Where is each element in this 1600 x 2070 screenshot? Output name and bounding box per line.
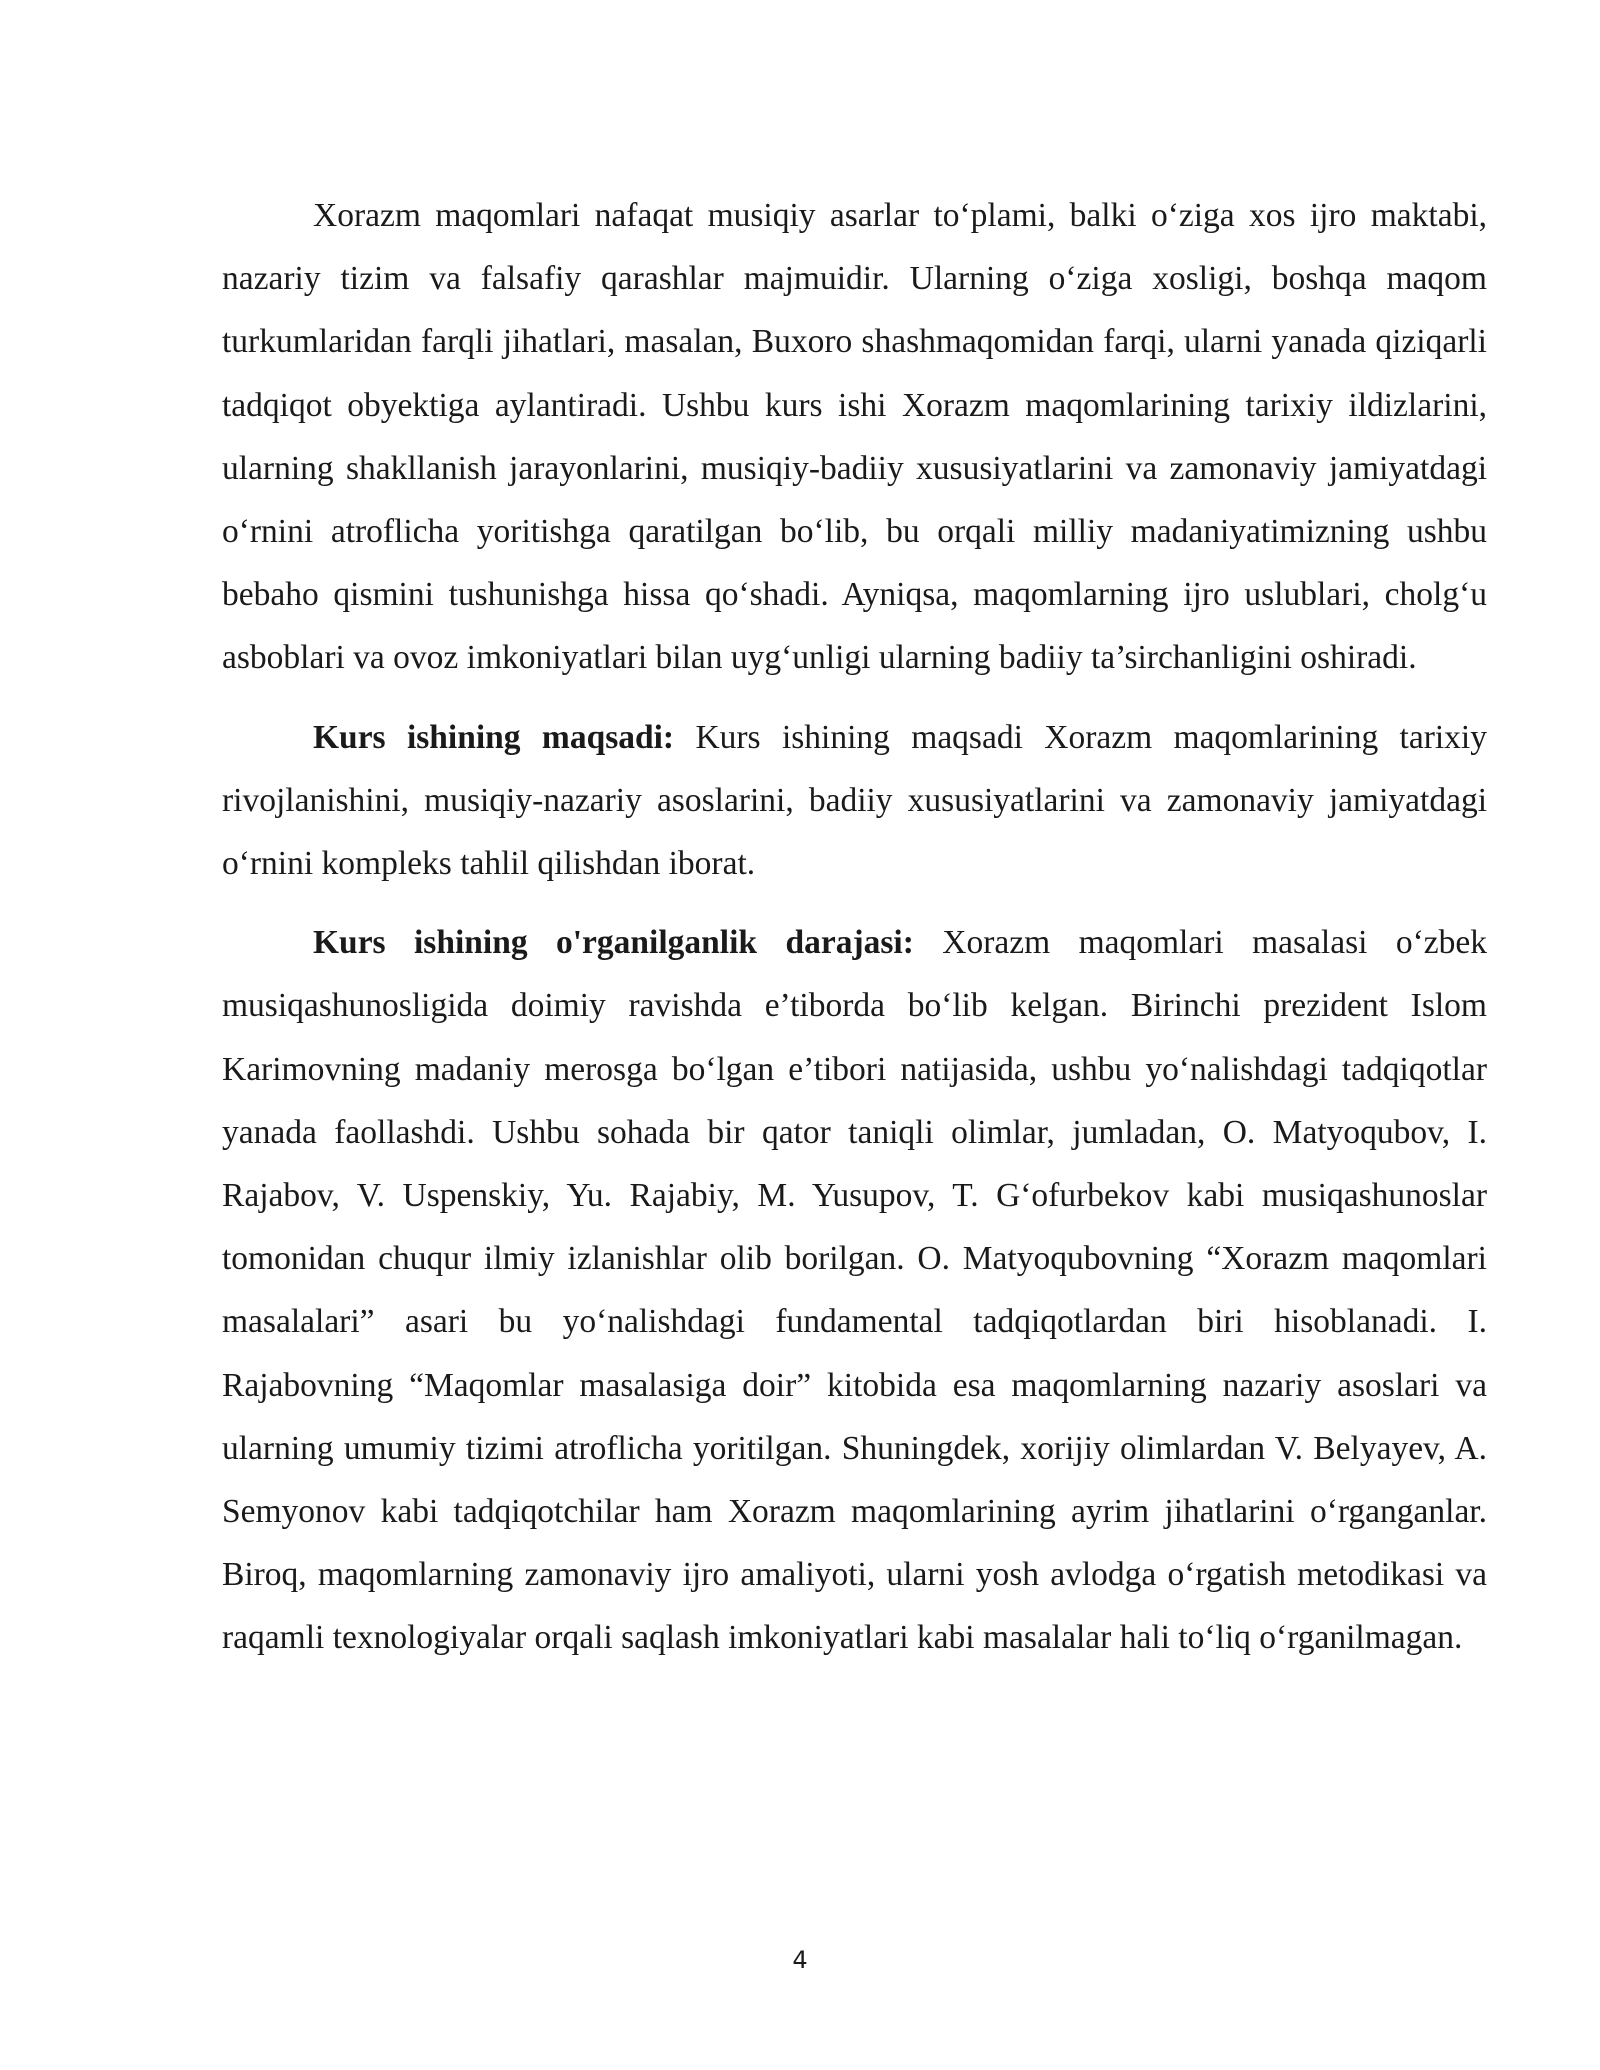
paragraph-goal: [222, 706, 1487, 896]
paragraph-text: Kurs ishining maqsadi Xorazm maqomlarining tarixiy rivojlanishini, musiqiy-nazariy asoslarini, badiiy xususiyatlarini va zamonaviy jamiyatdagi o‘rnini kompleks tahlil qilishdan iborat.: [222, 718, 1487, 883]
page-number: 4: [792, 1946, 808, 1974]
paragraph-text: Xorazm maqomlari nafaqat musiqiy asarlar to‘plami, balki o‘ziga xos ijro maktabi, nazariy tizim va falsafiy qarashlar majmuidir. Ularning o‘ziga xosligi, boshqa maqom turkumlaridan farqli jihatlari, masalan, Buxoro shashmaqomidan farqi, ularni yanada qiziqarli tadqiqot obyektiga aylantiradi. Ushbu kurs ishi Xorazm maqomlarining tarixiy ildizlarini, ularning shakllanish jarayonlarini, musiqiy-badiiy xususiyatlarini va zamonaviy jamiyatdagi o‘rnini atroflicha yoritishga qaratilgan bo‘lib, bu orqali milliy madaniyatimizning ushbu bebaho qismini tushunishga hissa qo‘shadi. Ayniqsa, maqomlarning ijro uslublari, cholg‘u asboblari va ovoz imkoniyatlari bilan uyg‘unligi ularning badiiy ta’sirchanligini oshiradi.: [222, 197, 1487, 677]
paragraph-study-level: [222, 911, 1487, 1669]
paragraph-heading: Kurs ishining maqsadi:: [313, 718, 675, 756]
paragraph-heading: Kurs ishining o'rganilganlik darajasi:: [313, 924, 914, 962]
document-body: [222, 184, 1487, 1670]
paragraph-text: Xorazm maqomlari masalasi o‘zbek musiqashunosligida doimiy ravishda e’tiborda bo‘lib kelgan. Birinchi prezident Islom Karimovning madaniy merosga bo‘lgan e’tibori natijasida, ushbu yo‘nalishdagi tadqiqotlar yanada faollashdi. Ushbu sohada bir qator taniqli olimlar, jumladan, O. Matyoqubov, I. Rajabov, V. Uspenskiy, Yu. Rajabiy, M. Yusupov, T. G‘ofurbekov kabi musiqashunoslar tomonidan chuqur ilmiy izlanishlar olib borilgan. O. Matyoqubovning “Xorazm maqomlari masalalari” asari bu yo‘nalishdagi fundamental tadqiqotlardan biri hisoblanadi. I. Rajabovning “Maqomlar masalasiga doir” kitobida esa maqomlarning nazariy asoslari va ularning umumiy tizimi atroflicha yoritilgan. Shuningdek, xorijiy olimlardan V. Belyayev, A. Semyonov kabi tadqiqotchilar ham Xorazm maqomlarining ayrim jihatlarini o‘rganganlar. Biroq, maqomlarning zamonaviy ijro amaliyoti, ularni yosh avlodga o‘rgatish metodikasi va raqamli texnologiyalar orqali saqlash imkoniyatlari kabi masalalar hali to‘liq o‘rganilmagan.: [222, 924, 1488, 1657]
paragraph-intro: [222, 184, 1487, 690]
